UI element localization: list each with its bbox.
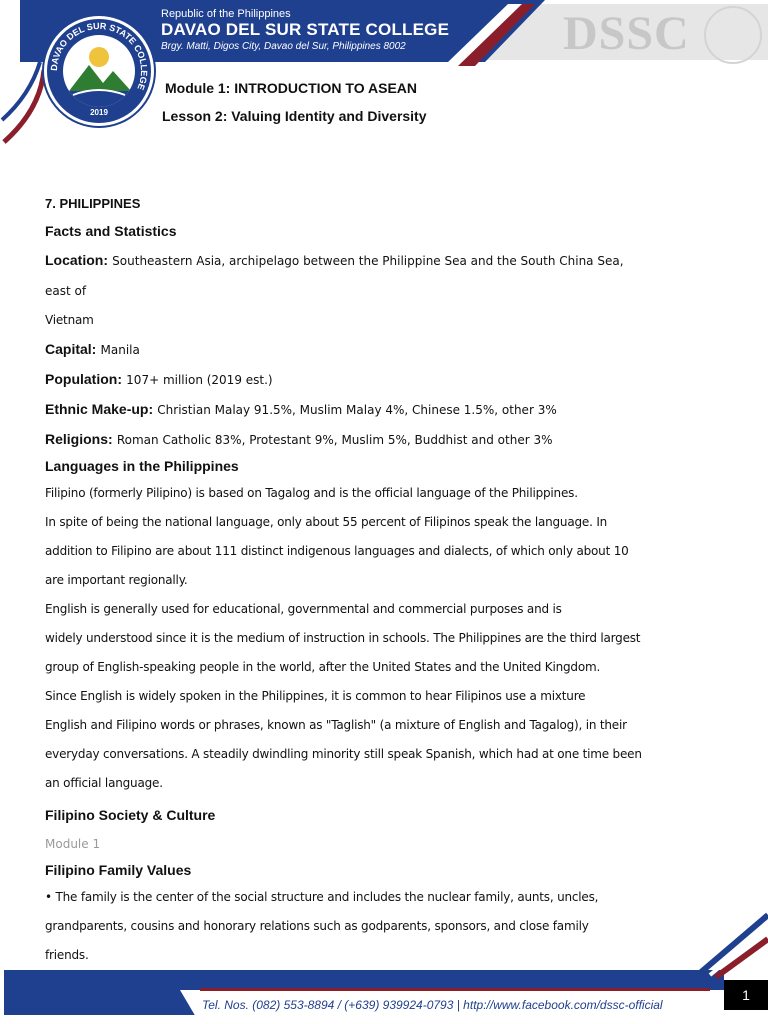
fact-value: Southeastern Asia, archipelago between the Philippine Sea and the South China Sea, east of [45,254,624,298]
college-address: Brgy. Matti, Digos City, Davao del Sur, Philippines 8002 [161,41,406,52]
paragraph-line: English is generally used for educational, governmental and commercial purposes and is [45,602,562,616]
fact-value: 107+ million (2019 est.) [126,373,273,387]
page-number: 1 [724,980,768,1010]
republic-label: Republic of the Philippines [161,8,291,20]
languages-heading: Languages in the Philippines [45,458,239,474]
paragraph-line: widely understood since it is the medium of instruction in schools. The Philippines are the third largest [45,631,641,645]
paragraph-line: Since English is widely spoken in the Philippines, it is common to hear Filipinos use a mixture [45,689,586,703]
college-logo [44,16,154,126]
fact-capital [45,335,645,365]
society-heading: Filipino Society & Culture [45,807,216,823]
fact-religions [45,425,645,455]
fact-value: Manila [100,343,140,357]
bullet-line: • The family is the center of the social structure and includes the nuclear family, aunts, uncles, [45,890,599,904]
footer-contact: Tel. Nos. (082) 553-8894 / (+639) 939924-0793 | http://www.facebook.com/dssc-official [202,998,663,1012]
location-continuation: Vietnam [45,313,94,327]
section-number-heading: 7. PHILIPPINES [45,196,141,211]
paragraph-line: In spite of being the national language, only about 55 percent of Filipinos speak the language. In [45,515,608,529]
paragraph-line: English and Filipino words or phrases, known as "Taglish" (a mixture of English and Tagalog), in their [45,718,627,732]
paragraph-line: grandparents, cousins and honorary relations such as godparents, sponsors, and close family [45,919,589,933]
fact-location [45,246,645,306]
paragraph-line: are important regionally. [45,573,188,587]
family-heading: Filipino Family Values [45,862,192,878]
logo-ring-text: DAVAO DEL SUR STATE COLLEGE [48,20,150,92]
paragraph-line: addition to Filipino are about 111 distinct indigenous languages and dialects, of which only about 10 [45,544,629,558]
facts-heading: Facts and Statistics [45,223,177,239]
paragraph-line: friends. [45,948,89,962]
fact-label: Population: [45,371,122,387]
fact-label: Religions: [45,431,113,447]
logo-year: 2019 [90,108,108,117]
fact-population [45,365,645,395]
fact-label: Capital: [45,341,97,357]
paragraph-line: an official language. [45,776,163,790]
fact-label: Ethnic Make-up: [45,401,154,417]
fact-label: Location: [45,252,108,268]
college-name: DAVAO DEL SUR STATE COLLEGE [161,20,450,39]
dssc-wordmark: DSSC [563,7,690,60]
paragraph-line: Filipino (formerly Pilipino) is based on Tagalog and is the official language of the Philippines. [45,486,578,500]
lesson-title: Lesson 2: Valuing Identity and Diversity [162,108,427,124]
fact-value: Christian Malay 91.5%, Muslim Malay 4%, Chinese 1.5%, other 3% [157,403,557,417]
paragraph-line: everyday conversations. A steadily dwindling minority still speak Spanish, which had at one time been [45,747,642,761]
module-label: Module 1 [45,837,101,851]
paragraph-line: group of English-speaking people in the world, after the United States and the United Kingdom. [45,660,601,674]
seal-watermark [704,6,762,64]
fact-value: Roman Catholic 83%, Protestant 9%, Muslim 5%, Buddhist and other 3% [116,433,553,447]
document-body [45,190,645,970]
module-title: Module 1: INTRODUCTION TO ASEAN [165,80,417,96]
fact-ethnic-makeup [45,395,645,425]
